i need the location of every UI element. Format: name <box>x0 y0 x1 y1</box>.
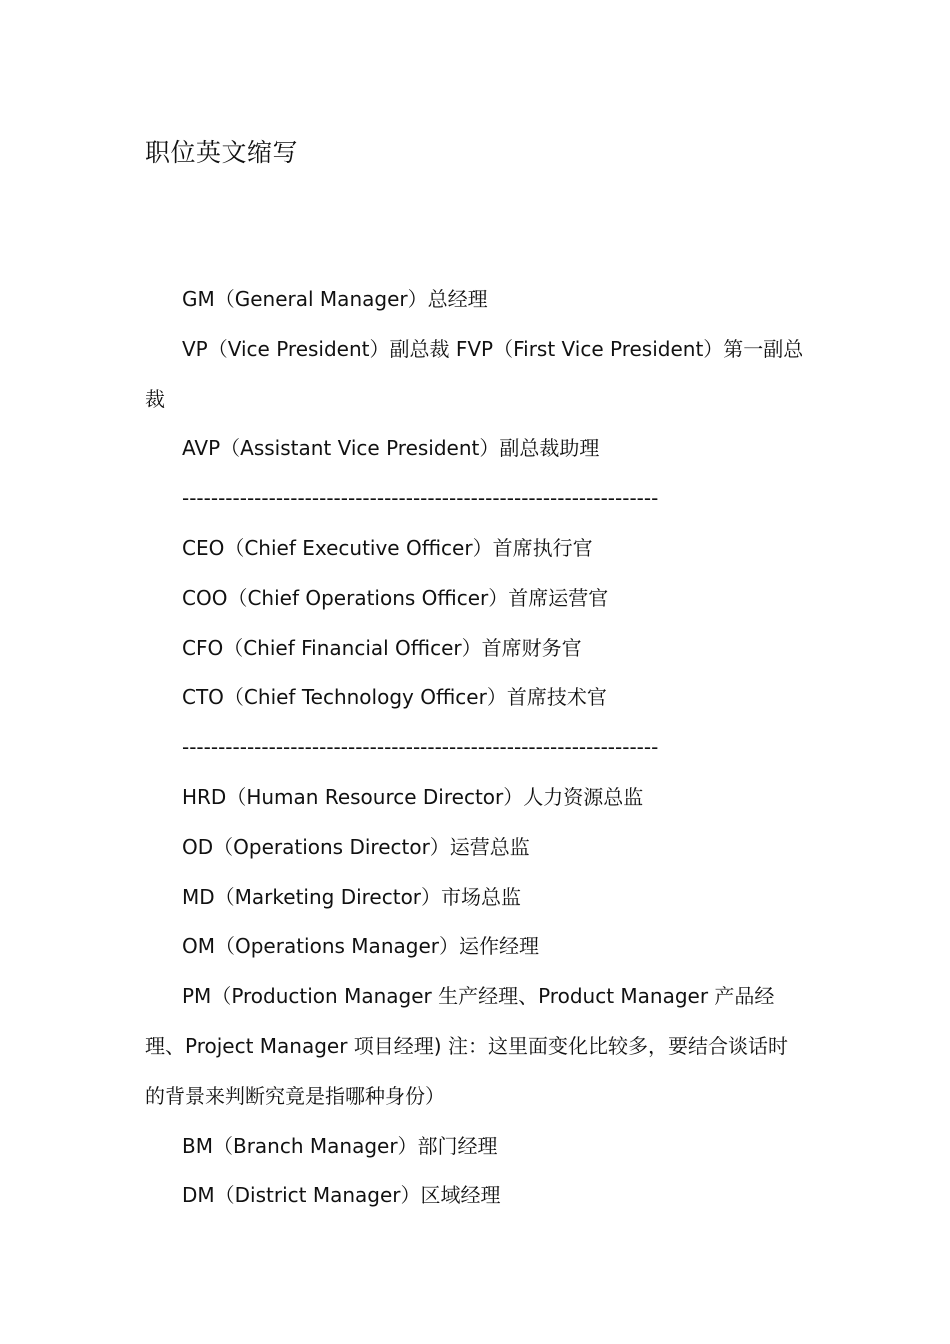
section-divider: ------------------------------------------------------------------ <box>182 735 659 760</box>
entry-pm: PM（Production Manager 生产经理、Product Manager 产品经理、Project Manager 项目经理) 注：这里面变化比较多，要结合谈话时的背景来判断究竟是指哪种身份） <box>145 984 788 1108</box>
entry-dm: DM（District Manager）区域经理 <box>182 1183 501 1208</box>
entry-gm: GM（General Manager）总经理 <box>182 287 488 311</box>
entry-md: MD（Marketing Director）市场总监 <box>182 884 522 909</box>
document-body <box>145 275 805 1221</box>
document-title: 职位英文缩写 <box>145 138 299 167</box>
entry-cto: CTO（Chief Technology Officer）首席技术官 <box>182 685 607 710</box>
entry-coo: COO（Chief Operations Officer）首席运营官 <box>182 585 609 610</box>
entry-hrd: HRD（Human Resource Director）人力资源总监 <box>182 784 644 809</box>
entry-ceo: CEO（Chief Executive Officer）首席执行官 <box>182 535 593 560</box>
section-divider: ------------------------------------------------------------------ <box>182 486 659 511</box>
entry-bm: BM（Branch Manager）部门经理 <box>182 1133 498 1158</box>
entry-om: OM（Operations Manager）运作经理 <box>182 934 539 959</box>
entry-cfo: CFO（Chief Financial Officer）首席财务官 <box>182 635 582 660</box>
entry-avp: AVP（Assistant Vice President）副总裁助理 <box>182 436 600 461</box>
entry-vp-fvp: VP（Vice President）副总裁 FVP（First Vice President）第一副总裁 <box>145 336 804 411</box>
entry-od: OD（Operations Director）运营总监 <box>182 834 530 859</box>
